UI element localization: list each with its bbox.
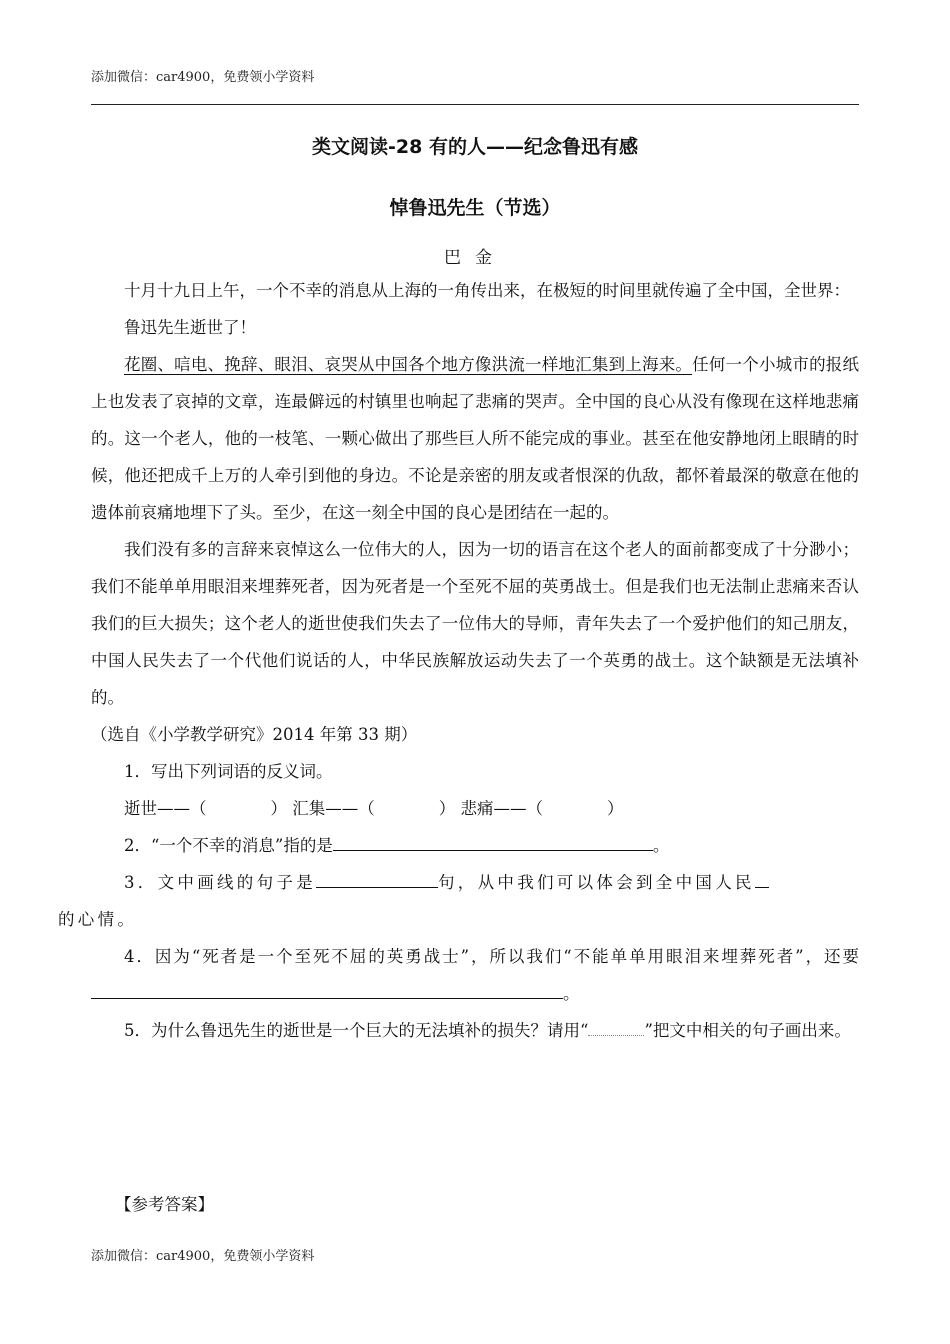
header-divider [91,104,859,105]
q1-close-a: ） [270,799,287,818]
q2-text: 2．“一个不幸的消息”指的是 [124,836,333,855]
passage-paragraph-3 [91,346,859,531]
q3-blank-2[interactable] [755,869,769,888]
page-footer: 添加微信：car4900，免费领小学资料 [91,1249,315,1264]
wavy-underline-mark [588,1020,644,1036]
page-header: 添加微信：car4900，免费领小学资料 [91,70,315,85]
q1-item-c: 悲痛——（ [460,799,543,818]
q2-answer-blank[interactable] [333,832,653,851]
q3-text: 3．文中画线的句子是 [124,873,316,892]
q4-end: 。 [563,984,580,1003]
q3-mid-text: 句，从中我们可以体会到全中国人民 [438,873,755,892]
passage-paragraph-4: 我们没有多的言辞来哀悼这么一位伟大的人，因为一切的语言在这个老人的面前都变成了十分渺小；我们不能单单用眼泪来埋葬死者，因为死者是一个至死不屈的英勇战士。但是我们也无法制止悲痛来否认我们的巨大损失；这个老人的逝世使我们失去了一位伟大的导师，青年失去了一个爱护他们的知己朋友，中国人民失去了一个代他们说话的人，中华民族解放运动失去了一个英勇的战士。这个缺额是无法填补的。 [91,540,859,707]
answer-heading: 【参考答案】 [115,1195,214,1214]
passage-body [58,272,860,1049]
q1-close-c: ） [607,799,624,818]
q3-blank-1[interactable] [316,869,438,888]
question-1: 1．写出下列词语的反义词。 [124,762,333,781]
passage-paragraph-1: 十月十九日上午，一个不幸的消息从上海的一角传出来，在极短的时间里就传遍了全中国，全世界： [124,281,850,300]
q4-text: 4．因为“死者是一个至死不屈的英勇战士”，所以我们“不能单单用眼泪来埋葬死者”，还要 [124,947,859,966]
q2-end: 。 [652,836,670,855]
page-title: 类文阅读-28 有的人——纪念鲁迅有感 [312,136,638,158]
question-4 [91,938,859,1012]
q1-close-b: ） [438,799,456,818]
passage-source: （选自《小学教学研究》2014 年第 33 期） [91,725,418,744]
paragraph-3-rest: 任何一个小城市的报纸上也发表了哀掉的文章，连最僻远的村镇里也响起了悲痛的哭声。全中国的良心从没有像现在这样地悲痛的。这一个老人，他的一枝笔、一颗心做出了那些巨人所不能完成的事业。甚至在他安静地闭上眼睛的时候，他还把成千上万的人牵引到他的身边。不论是亲密的朋友或者恨深的仇敌，都怀着最深的敬意在他的遗体前哀痛地埋下了头。至少，在这一刻全中国的良心是团结在一起的。 [91,355,860,522]
question-5 [91,1012,859,1049]
underlined-sentence: 花圈、唁电、挽辞、眼泪、哀哭从中国各个地方像洪流一样地汇集到上海来。 [124,355,693,374]
q4-answer-blank[interactable] [91,980,563,999]
passage-title: 悼鲁迅先生（节选） [389,197,561,219]
question-2 [91,827,859,864]
question-1-items [91,790,859,827]
passage-paragraph-2: 鲁迅先生逝世了！ [124,318,256,337]
question-3 [58,864,859,938]
passage-author: 巴金 [444,248,506,268]
q5-text: 5．为什么鲁迅先生的逝世是一个巨大的无法填补的损失？请用“ [124,1021,589,1040]
q5-end-text: ”把文中相关的句子画出来。 [644,1021,851,1040]
q3-end-text: 的心情。 [58,910,138,929]
q1-item-a: 逝世——（ [124,799,207,818]
q1-item-b: 汇集——（ [292,799,375,818]
